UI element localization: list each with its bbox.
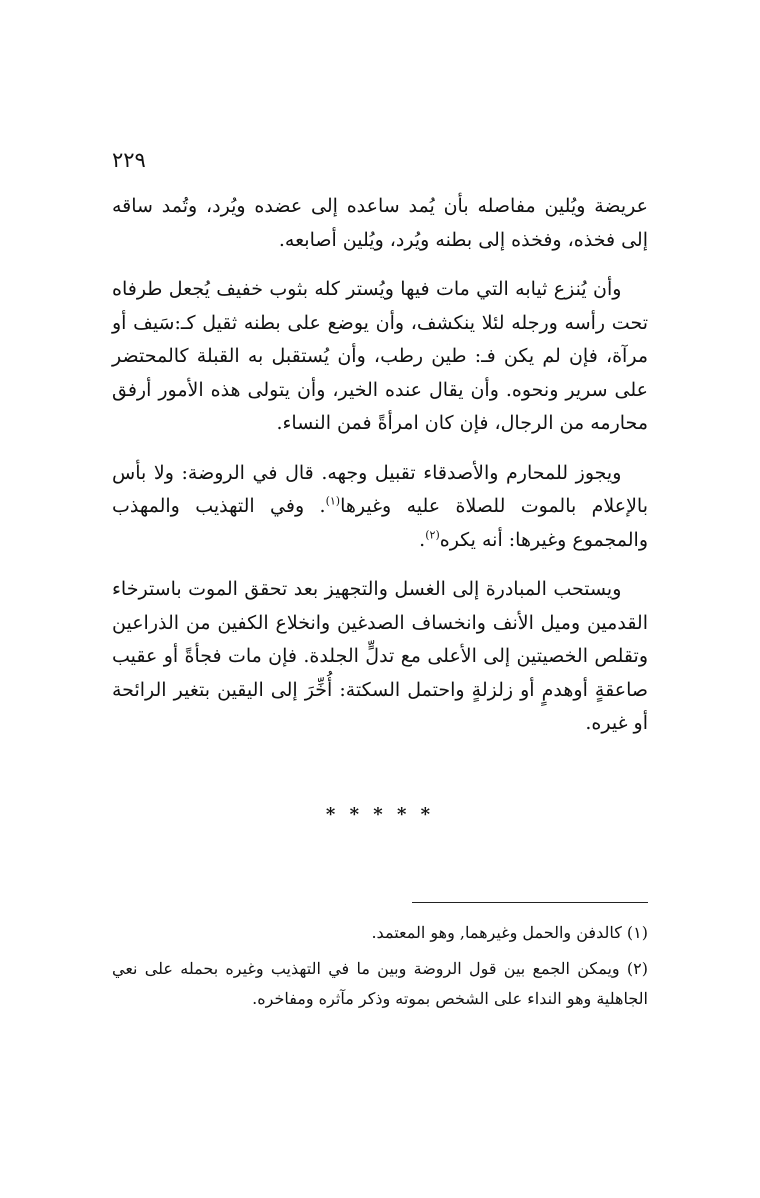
footnote-2: (٢) ويمكن الجمع بين قول الروضة وبين ما في التهذيب وغيره بحمله على نعي الجاهلية وهو النداء على الشخص بموته وذكر مآثره ومفاخره. (112, 959, 648, 1008)
paragraph-3-text-b: . وفي التهذيب والمهذب والمجموع وغيرها: أنه يكره (112, 495, 648, 551)
footnote-1: (١) كالدفن والحمل وغيرهما, وهو المعتمد. (371, 923, 648, 942)
paragraph-3-text-c: . (419, 528, 426, 551)
footnote-ref-2: (٢) (425, 528, 440, 542)
paragraph-4: ويستحب المبادرة إلى الغسل والتجهيز بعد تحقق الموت باسترخاء القدمين وميل الأنف وانخساف الصدغين وانخلاع الكفين من الذراعين وتقلص الخصيتين إلى الأعلى مع تدلٍّ الجلدة. فإن مات فجأةً أو عقيب صاعقةٍ أوهدمٍ أو زلزلةٍ واحتمل السكتة: أُخِّرَ إلى اليقين بتغير الرائحة أو غيره. (112, 578, 648, 734)
footnote-ref-1: (١) (325, 494, 341, 508)
paragraph-3-text-a: ويجوز للمحارم والأصدقاء تقبيل وجهه. قال في الروضة: ولا بأس بالإعلام بالموت للصلاة عليه وغيرها (112, 461, 649, 517)
paragraph-2: وأن يُنزع ثيابه التي مات فيها ويُستر كله بثوب خفيف يُجعل طرفاه تحت رأسه ورجله لئلا ينكشف، وأن يوضع على بطنه ثقيل كـ:سَيف أو مرآة، فإن لم يكن فـ: طين رطب، وأن يُستقبل به القبلة كالمحتضر على سرير ونحوه. وأن يقال عنده الخير، وأن يتولى هذه الأمور أرفق محارمه من الرجال، فإن كان امرأةً فمن النساء. (112, 278, 648, 434)
page-number: ٢٢٩ (112, 148, 146, 172)
paragraph-1: عريضة ويُلين مفاصله بأن يُمد ساعده إلى عضده ويُرد، وتُمد ساقه إلى فخذه، وفخذه إلى بطنه ويُرد، ويُلين أصابعه. (112, 195, 648, 251)
footnotes (112, 918, 648, 1020)
footnote-divider (412, 902, 648, 903)
section-separator: * * * * * (325, 804, 435, 825)
main-text (112, 190, 648, 741)
paragraph-3 (112, 457, 648, 558)
